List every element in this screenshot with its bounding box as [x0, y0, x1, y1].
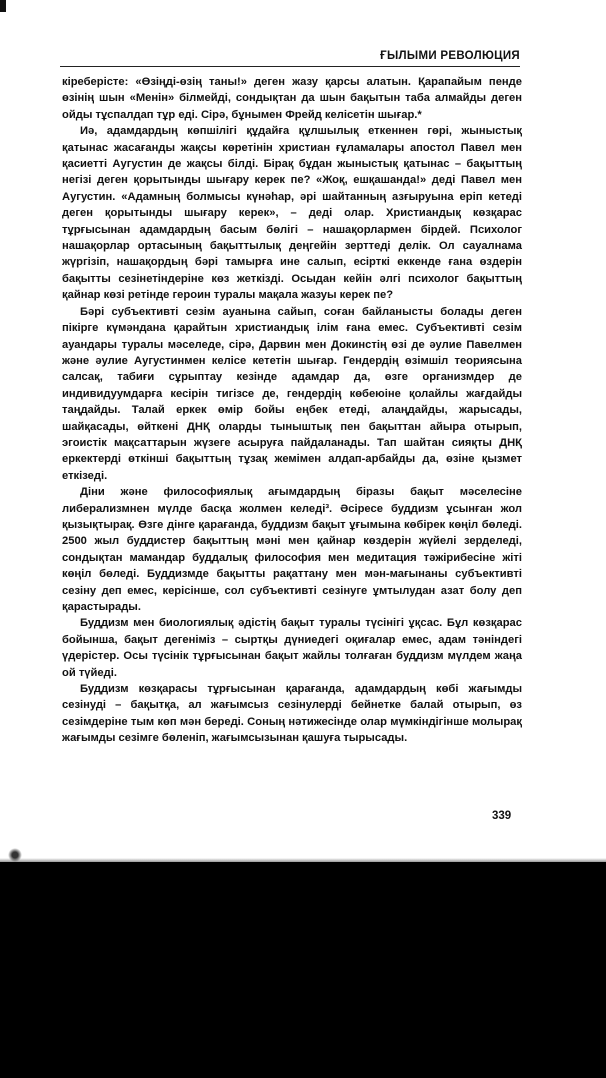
scan-corner-mark	[0, 0, 6, 12]
paragraph-1: кіреберісте: «Өзіңді-өзің таны!» деген жазу қарсы алатын. Қарапайым пенде өзінің шын «Менін» білмейді, сондықтан да шын бақытын таба алмайды деген ойды тұспалдап тұр еді. Сірә, бұнымен Фрейд келісетін шығар.*	[62, 76, 522, 121]
running-header: ҒЫЛЫМИ РЕВОЛЮЦИЯ	[380, 50, 520, 62]
paragraph-3: Бәрі субъективті сезім ауанына сайып, соған байланысты болады деген пікірге күмәндана қарайтын христиандық ілім ғана емес. Субъективті сезім ауандары туралы мәселеде, сірә, Дарвин мен Докинстің өзі де әулие Павелмен және әулие Аугустинмен келісе кететін шығар. Гендердің өзімшіл теориясына салсақ, табиғи сұрыптау кезінде адамдар да, өзге организмдер де индивидуумдарға кесірін тигізсе де, гендердің көбеюіне қолайлы жағдайды таңдайды. Талай еркек өмір бойы еңбек етеді, алаңдайды, жарысады, шайқасады, өйткені ДНҚ оларды тыныштық пен бақыттан айыра отырып, эгоистік мақсаттарын жүзеге асыруға пайдаланады. Тап шайтан сияқты ДНҚ еркектерді өткінші бақыттың тұзақ жемімен алдап-арбайды да, өзіне қызмет еткізеді.	[62, 305, 522, 482]
paragraph-4: Діни және философиялық ағымдардың біразы бақыт мәселесіне либерализмнен мүлде басқа жолмен келеді³. Әсіресе буддизм ұсынған жол қызықтырақ. Өзге дінге қарағанда, буддизм бақыт ұғымына көбірек көңіл бөледі. 2500 жыл буддистер бақыттың мәні мен қайнар көздерін жүйелі зерделеді, сондықтан мамандар буддалық философия мен медитация тәжірибесіне жіті көңіл бөледі. Буддизмде бақытты рақаттану мен мән-мағынаны субъективті сезіну деп емес, керісінше, сол субъективті сезінуге ұмтылудан азат болу деп қарастырады.	[62, 486, 522, 613]
header-rule	[60, 66, 520, 67]
paragraph-6: Буддизм көзқарасы тұрғысынан қарағанда, адамдардың көбі жағымды сезінуді – бақытқа, ал жағымсыз сезінулерді бейнетке балай отырып, өз сезімдеріне тым көп мән береді. Соның нәтижесінде олар мүмкіндігінше молырақ жағымды сезімге бөленіп, жағымсызынан қашуға тырысады.	[62, 683, 522, 745]
scan-dark-margin	[0, 862, 606, 1078]
page-number: 339	[492, 810, 512, 822]
paragraph-5: Буддизм мен биологиялық әдістің бақыт туралы түсінігі ұқсас. Бұл көзқарас бойынша, бақыт дегеніміз – сыртқы дүниедегі оқиғалар емес, адам тәніндегі үдерістер. Осы түсінік тұрғысынан бақыт жайлы толғаған буддизм мүлдем жаңа ой түйеді.	[62, 617, 522, 679]
body-text	[62, 74, 522, 747]
paragraph-2: Иә, адамдардың көпшілігі құдайға құлшылық еткеннен гөрі, жыныстық қатынас жасағанды жақсы көретінін христиан ғұламалары апостол Павел мен қасиетті Аугустин де жақсы білді. Бірақ бұдан жыныстық қатынас – бақыттың негізі деген қорытынды шығару керек пе? «Жоқ, ешқашанда!» деді Павел мен Аугустин. «Адамның болмысы күнәһар, әрі шайтанның азғыруына еріп кетеді деген қорытынды шығару керек», – деді олар. Христиандық көзқарас тұрғысынан адамдардың басым бөлігі – нашақорлармен бірдей. Психолог нашақорлар ортасының бақыттылық деңгейін зерттеді делік. Ол сауалнама жүргізіп, нашақордың бәрі тамырға ине салып, есірткі еккенде ғана өздерін бақытты сезінетіндеріне көз жеткізді. Осыдан кейін әлгі психолог бақыттың қайнар көзі ретінде героин туралы мақала жазуы керек пе?	[62, 125, 522, 302]
